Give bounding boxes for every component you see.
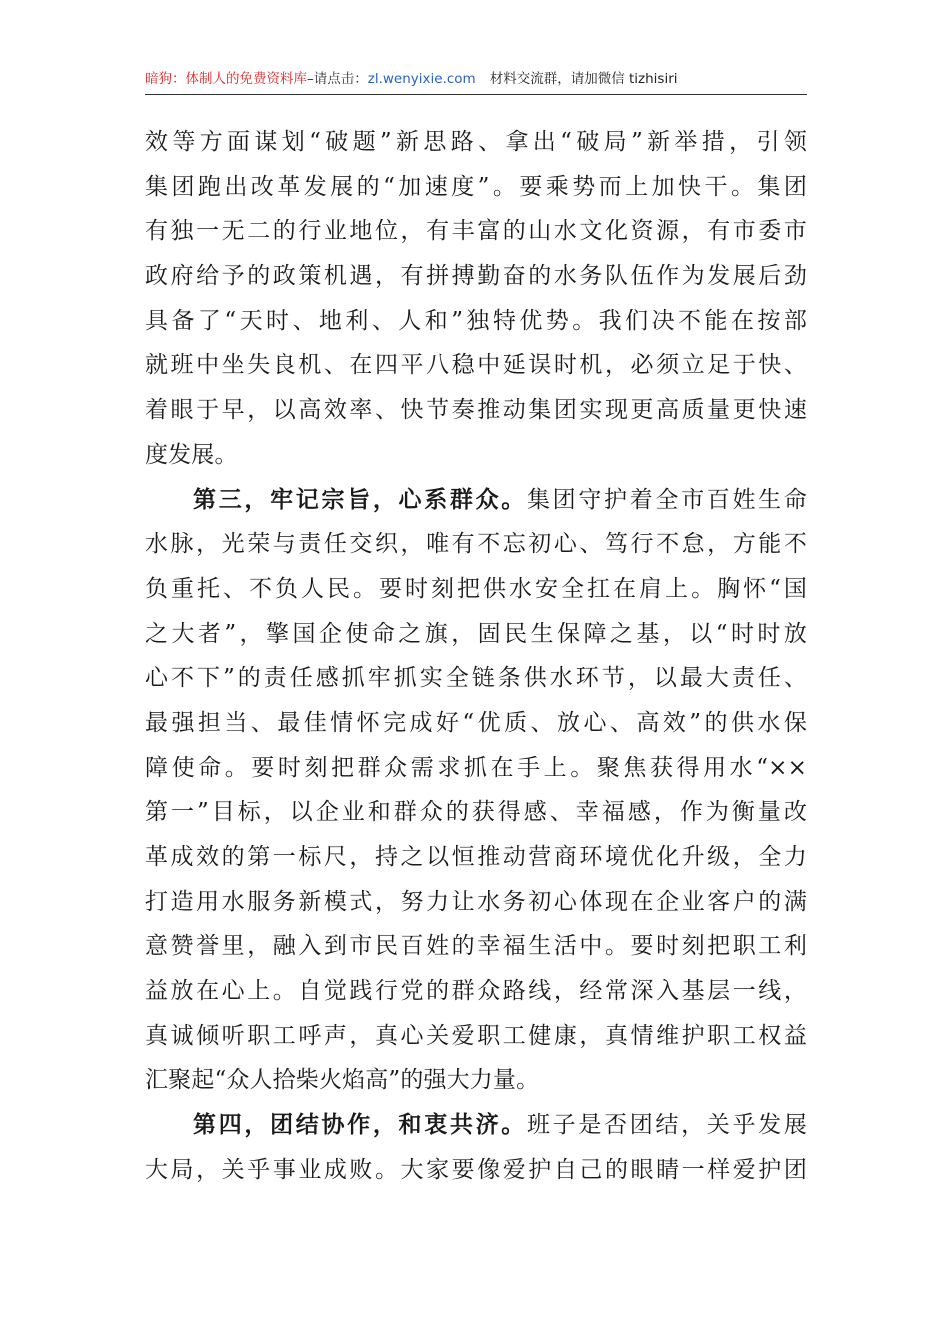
- paragraph-first-line: [145, 1103, 807, 1148]
- text-line: 心不下”的责任感抓牢抓实全链条供水环节，以最大责任、: [145, 665, 807, 692]
- text-line: 就班中坐失良机、在四平八稳中延误时机，必须立足于快、: [145, 352, 807, 379]
- text-span: 班子是否团结，关乎发展: [526, 1112, 808, 1139]
- text-line: 大局，关乎事业成败。大家要像爱护自己的眼睛一样爱护团: [145, 1156, 807, 1183]
- text-line: 最强担当、最佳情怀完成好“优质、放心、高效”的供水保: [145, 709, 807, 736]
- text-span: 集团守护着全市百姓生命: [526, 486, 808, 513]
- text-line: 效等方面谋划“破题”新思路、拿出“破局”新举措，引领: [145, 129, 807, 155]
- text-line: 集团跑出改革发展的“加速度”。要乘势而上加快干。集团: [145, 173, 807, 200]
- text-line: 障使命。要时刻把群众需求抓在手上。聚焦获得用水“××: [145, 754, 807, 781]
- section-heading-4: 第四，团结协作，和衷共济。: [193, 1111, 527, 1139]
- header-brand: 暗狗：体制人的免费资料库: [145, 71, 307, 87]
- text-line: 汇聚起“众人拾柴火焰高”的强大力量。: [145, 1067, 540, 1094]
- text-line: 具备了“天时、地利、人和”独特优势。我们决不能在按部: [145, 307, 807, 334]
- text-line: 打造用水服务新模式，努力让水务初心体现在企业客户的满: [145, 888, 807, 915]
- header-contact: 材料交流群，请加微信 tizhisiri: [489, 71, 678, 87]
- text-line: 度发展。: [145, 441, 238, 468]
- document-body: [145, 120, 807, 1193]
- text-line: 第一”目标，以企业和群众的获得感、幸福感，作为衡量改: [145, 799, 807, 826]
- section-heading-3: 第三，牢记宗旨，心系群众。: [193, 485, 527, 513]
- text-line: 水脉，光荣与责任交织，唯有不忘初心、笃行不怠，方能不: [145, 531, 807, 558]
- text-line: 政府给予的政策机遇，有拼搏勤奋的水务队伍作为发展后劲: [145, 263, 807, 290]
- paragraph-first-line: [145, 478, 807, 523]
- text-line: 革成效的第一标尺，持之以恒推动营商环境优化升级，全力: [145, 844, 807, 870]
- page-header: [145, 68, 807, 95]
- text-line: 负重托、不负人民。要时刻把供水安全扛在肩上。胸怀“国: [145, 575, 807, 602]
- text-line: 真诚倾听职工呼声，真心关爱职工健康，真情维护职工权益: [145, 1022, 807, 1049]
- header-separator: –请点击：: [307, 71, 368, 87]
- text-line: 益放在心上。自觉践行党的群众路线，经常深入基层一线，: [145, 978, 807, 1005]
- header-link[interactable]: zl.wenyixie.com: [367, 71, 476, 87]
- text-line: 之大者”，擎国企使命之旗，固民生保障之基，以“时时放: [145, 620, 807, 647]
- text-line: 有独一无二的行业地位，有丰富的山水文化资源，有市委市: [145, 218, 807, 245]
- text-line: 着眼于早，以高效率、快节奏推动集团实现更高质量更快速: [145, 397, 807, 424]
- text-line: 意赞誉里，融入到市民百姓的幸福生活中。要时刻把职工利: [145, 933, 807, 960]
